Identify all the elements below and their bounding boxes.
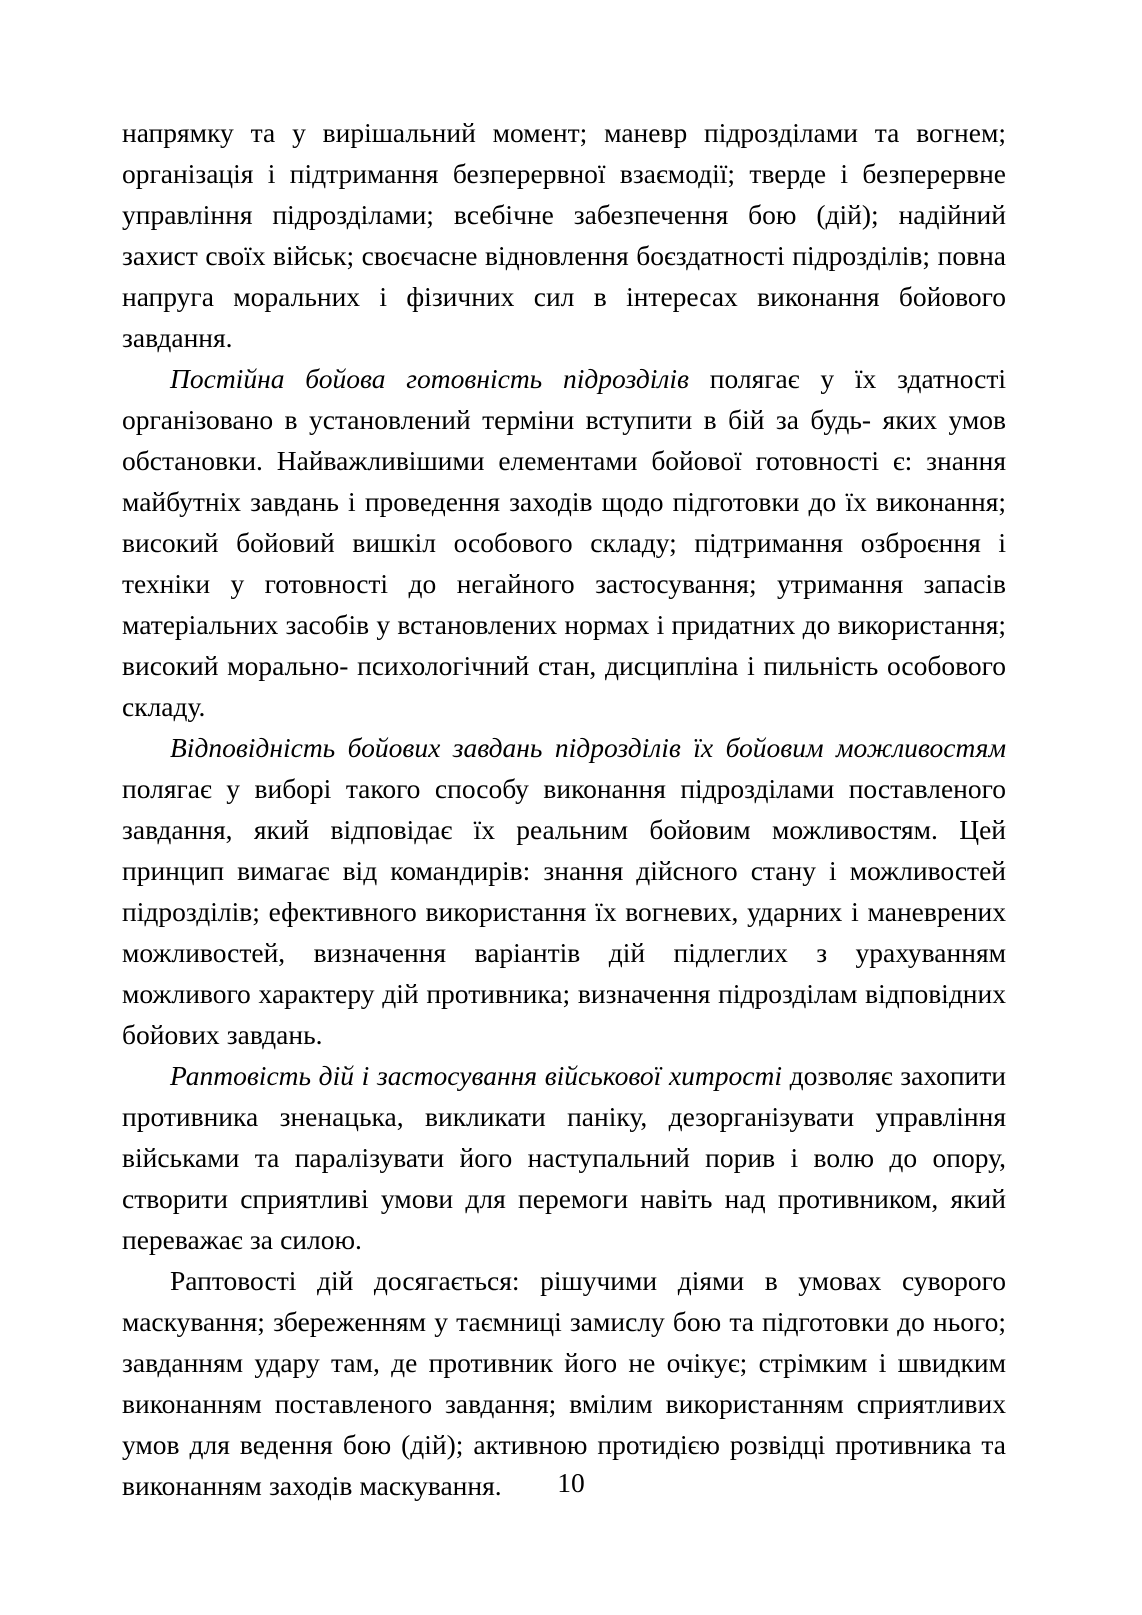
paragraph-2-term-italic: Постійна бойова готовність підрозділів [170, 363, 689, 394]
paragraph-5-run-regular: Раптовості дій досягається: рішучими діями в умовах суворого маскування; збереженням у таємниці замислу бою та підготовки до нього; завданням удару там, де противник його не очікує; стрімким і швидким виконанням поставленого завдання; вмілим використанням сприятливих умов для ведення бою (дій); активною протидією розвідці противника та виконанням заходів маскування. [122, 1265, 1006, 1501]
paragraph-4-run-regular: дозволяє захопити противника зненацька, викликати паніку, дезорганізувати управління військами та паралізувати його наступальний порив і волю до опору, створити сприятливі умови для перемоги навіть над противником, який переважає за силою. [122, 1060, 1006, 1255]
paragraph-3-term-italic: Відповідність бойових завдань підрозділів їх бойовим можливостям [170, 732, 1006, 763]
paragraph-1-run-regular: напрямку та у вирішальний момент; маневр підрозділами та вогнем; організація і підтримання безперервної взаємодії; тверде і безперервне управління підрозділами; всебічне забезпечення бою (дій); надійний захист своїх військ; своєчасне відновлення боєздатності підрозділів; повна напруга моральних і фізичних сил в інтересах виконання бойового завдання. [122, 117, 1006, 353]
paragraph-1 [122, 112, 1006, 358]
paragraph-3 [122, 727, 1006, 1055]
paragraph-2 [122, 358, 1006, 727]
paragraph-3-run-regular: полягає у виборі такого способу виконання підрозділами поставленого завдання, який відповідає їх реальним бойовим можливостям. Цей принцип вимагає від командирів: знання дійсного стану і можливостей підрозділів; ефективного використання їх вогневих, ударних і маневрених можливостей, визначення варіантів дій підлеглих з урахуванням можливого характеру дій противника; визначення підрозділам відповідних бойових завдань. [122, 773, 1006, 1050]
paragraph-2-run-regular: полягає у їх здатності організовано в установлений терміни вступити в бій за будь- яких умов обстановки. Найважливішими елементами бойової готовності є: знання майбутніх завдань і проведення заходів щодо підготовки до їх виконання; високий бойовий вишкіл особового складу; підтримання озброєння і техніки у готовності до негайного застосування; утримання запасів матеріальних засобів у встановлених нормах і придатних до використання; високий морально- психологічний стан, дисципліна і пильність особового складу. [122, 363, 1006, 722]
paragraph-4 [122, 1055, 1006, 1260]
body-text-column [122, 112, 1006, 1506]
page-number: 10 [557, 1467, 585, 1498]
paragraph-4-term-italic: Раптовість дій і застосування військової хитрості [170, 1060, 782, 1091]
